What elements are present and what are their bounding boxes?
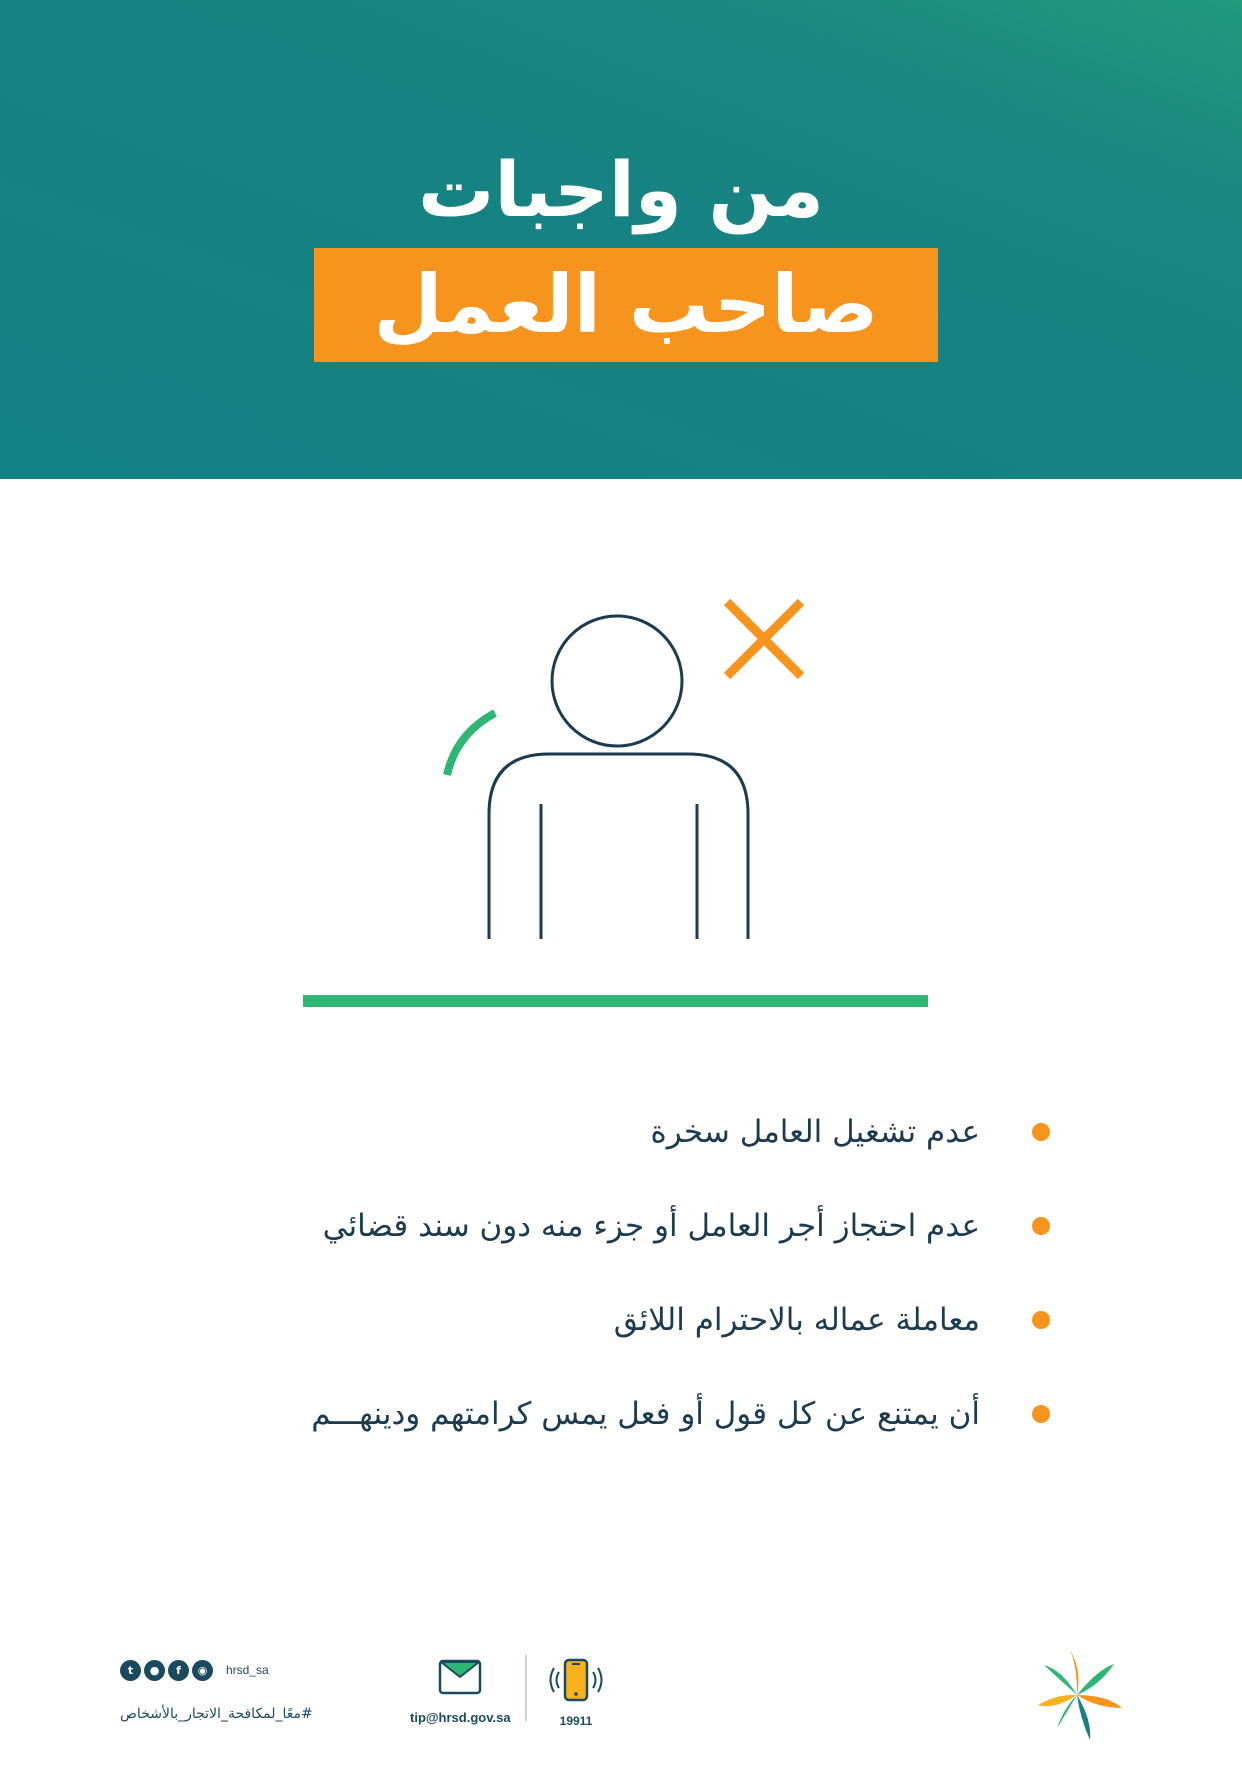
list-item <box>240 1382 1050 1476</box>
green-arc-icon <box>447 713 495 775</box>
ground-line <box>303 995 928 1007</box>
envelope-icon <box>438 1659 482 1695</box>
duty-text: معاملة عماله بالاحترام اللائق <box>613 1302 980 1338</box>
duty-text: عدم تشغيل العامل سخرة <box>650 1114 980 1150</box>
page-title: من واجبات <box>418 145 824 234</box>
bullet-dot <box>1032 1123 1050 1141</box>
duty-text: عدم احتجاز أجر العامل أو جزء منه دون سند قضائي <box>322 1208 980 1244</box>
bullet-dot <box>1032 1217 1050 1235</box>
header-banner <box>0 0 1242 479</box>
hashtag: #معًا_لمكافحة_الاتجار_بالأشخاص <box>120 1706 313 1722</box>
footer <box>0 1630 1242 1775</box>
person-icon <box>489 616 748 939</box>
list-item <box>240 1288 1050 1382</box>
snapchat-icon[interactable]: ● <box>144 1660 165 1681</box>
instagram-icon[interactable]: ◉ <box>192 1660 213 1681</box>
twitter-icon[interactable]: t <box>120 1660 141 1681</box>
social-links <box>120 1658 269 1682</box>
duty-text: أن يمتنع عن كل قول أو فعل يمس كرامتهم ودينهـــم <box>311 1396 980 1432</box>
email-link[interactable]: tip@hrsd.gov.sa <box>410 1710 511 1725</box>
title-highlight-box <box>314 248 938 362</box>
page-subtitle: صاحب العمل <box>373 258 879 351</box>
bullet-dot <box>1032 1405 1050 1423</box>
ministry-logo-icon <box>1032 1650 1122 1740</box>
duties-list <box>240 1100 1050 1476</box>
phone-icon <box>548 1658 604 1702</box>
x-mark-icon <box>727 602 801 676</box>
list-item <box>240 1100 1050 1194</box>
illustration <box>0 479 1242 1039</box>
divider <box>525 1655 527 1721</box>
phone-number[interactable]: 19911 <box>559 1714 593 1728</box>
facebook-icon[interactable]: f <box>168 1660 189 1681</box>
list-item <box>240 1194 1050 1288</box>
social-handle[interactable]: hrsd_sa <box>226 1663 269 1677</box>
bullet-dot <box>1032 1311 1050 1329</box>
